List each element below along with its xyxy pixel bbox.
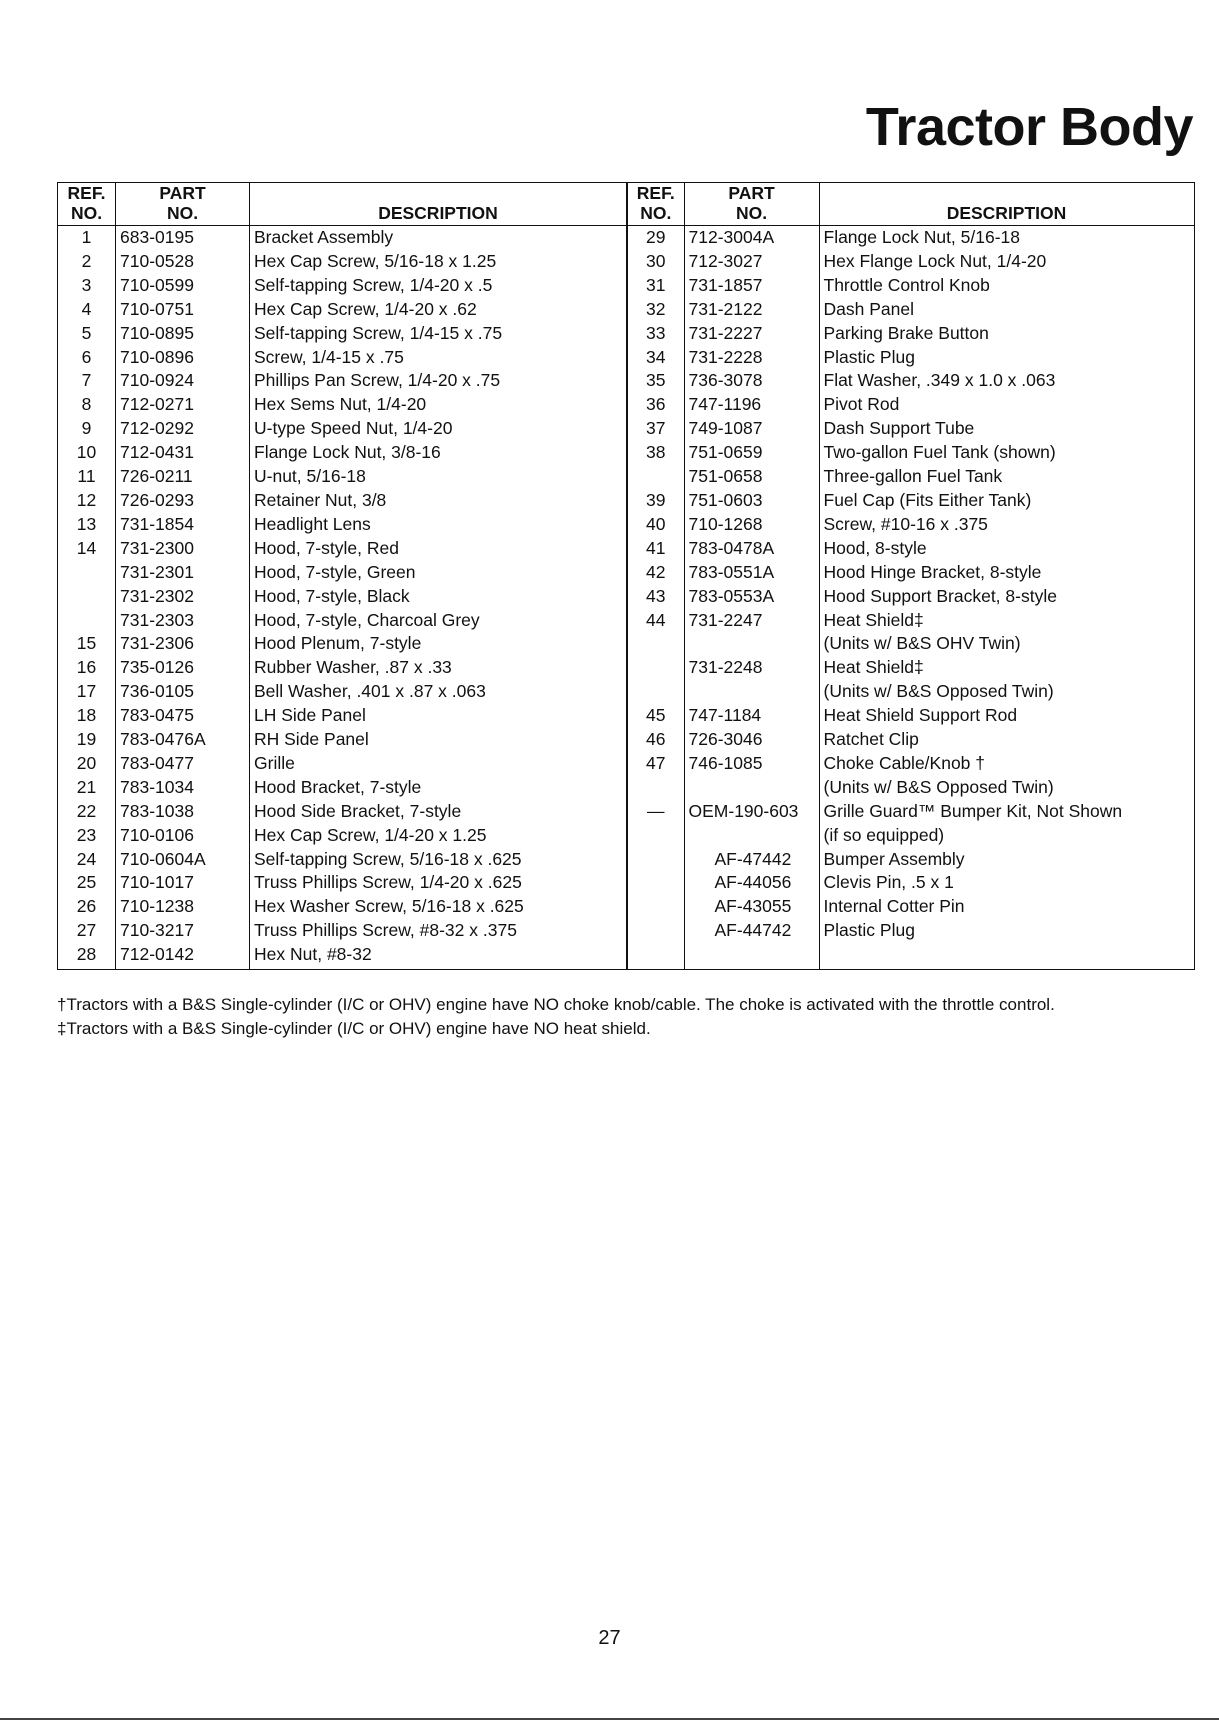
ref-cell: 10 [76, 442, 97, 463]
ref-cell [627, 895, 684, 919]
table-row [627, 346, 1194, 370]
ref-cell: 28 [76, 944, 97, 965]
ref-cell: 34 [646, 346, 666, 367]
part-cell: 731-2306 [116, 632, 250, 656]
table-row [58, 441, 627, 465]
ref-cell: 36 [646, 394, 666, 415]
ref-cell [627, 919, 684, 943]
table-row [627, 824, 1194, 848]
part-cell: 710-1017 [116, 871, 250, 895]
table-row [627, 656, 1194, 680]
table-row [627, 752, 1194, 776]
description-cell: (if so equipped) [819, 824, 1194, 848]
ref-cell: 23 [76, 824, 97, 845]
ref-cell: 46 [646, 729, 666, 750]
table-row [627, 585, 1194, 609]
part-cell: 731-2300 [116, 537, 250, 561]
part-cell: 749-1087 [684, 417, 819, 441]
description-cell: Retainer Nut, 3/8 [250, 489, 627, 513]
ref-cell [627, 632, 684, 656]
ref-cell: 33 [646, 322, 666, 343]
description-header: DESCRIPTION [819, 183, 1194, 226]
part-cell: 731-2248 [684, 656, 819, 680]
ref-cell: 1 [81, 227, 92, 247]
description-cell: Hood, 7-style, Charcoal Grey [250, 609, 627, 633]
description-cell: Phillips Pan Screw, 1/4-20 x .75 [250, 369, 627, 393]
part-cell: 746-1085 [684, 752, 819, 776]
part-cell [684, 680, 819, 704]
ref-no-header: REF. NO. [627, 183, 684, 226]
part-cell: 710-1268 [684, 513, 819, 537]
table-row [627, 704, 1194, 728]
table-row [627, 728, 1194, 752]
table-row [58, 871, 627, 895]
description-cell: Heat Shield Support Rod [819, 704, 1194, 728]
description-cell: Hex Cap Screw, 1/4-20 x 1.25 [250, 824, 627, 848]
table-row [58, 848, 627, 872]
ref-cell: 31 [646, 274, 666, 295]
part-cell: 710-0751 [116, 298, 250, 322]
part-cell: 683-0195 [116, 226, 250, 250]
table-row [58, 465, 627, 489]
description-cell: Hood Plenum, 7-style [250, 632, 627, 656]
description-cell: Hex Nut, #8-32 [250, 943, 627, 969]
table-row [58, 585, 627, 609]
part-cell: 710-1238 [116, 895, 250, 919]
table-row [627, 250, 1194, 274]
table-row [627, 800, 1194, 824]
part-cell: OEM-190-603 [684, 800, 819, 824]
ref-cell: 18 [76, 705, 97, 726]
description-cell: Plastic Plug [819, 919, 1194, 943]
table-row [627, 465, 1194, 489]
part-cell: 710-0924 [116, 369, 250, 393]
ref-cell: 12 [76, 489, 97, 510]
ref-cell: 8 [81, 394, 92, 415]
description-cell: Flange Lock Nut, 5/16-18 [819, 226, 1194, 250]
description-cell: Headlight Lens [250, 513, 627, 537]
description-cell: Truss Phillips Screw, 1/4-20 x .625 [250, 871, 627, 895]
description-cell: Truss Phillips Screw, #8-32 x .375 [250, 919, 627, 943]
table-row [58, 226, 627, 250]
ref-cell: 20 [76, 752, 97, 773]
table-row [627, 298, 1194, 322]
ref-cell: 4 [81, 298, 92, 319]
parts-table-right [626, 182, 1195, 970]
part-cell: 736-0105 [116, 680, 250, 704]
part-cell: 751-0603 [684, 489, 819, 513]
description-cell: Hex Cap Screw, 5/16-18 x 1.25 [250, 250, 627, 274]
part-cell: AF-44056 [684, 871, 819, 895]
part-no-header: PART NO. [116, 183, 250, 226]
part-cell: 712-0431 [116, 441, 250, 465]
description-cell: Bumper Assembly [819, 848, 1194, 872]
description-cell: (Units w/ B&S Opposed Twin) [819, 680, 1194, 704]
part-cell: 726-0293 [116, 489, 250, 513]
ref-cell: 38 [646, 442, 666, 463]
description-cell: Hood Side Bracket, 7-style [250, 800, 627, 824]
ref-cell: 21 [76, 776, 97, 797]
part-cell: 710-0599 [116, 274, 250, 298]
description-cell: Bell Washer, .401 x .87 x .063 [250, 680, 627, 704]
part-cell: 731-2302 [116, 585, 250, 609]
ref-cell: 32 [646, 298, 666, 319]
ref-cell: 42 [646, 561, 666, 582]
ref-cell: 37 [646, 418, 666, 439]
ref-cell [627, 848, 684, 872]
table-row [58, 298, 627, 322]
table-row [58, 656, 627, 680]
table-row [627, 537, 1194, 561]
description-cell: Grille Guard™ Bumper Kit, Not Shown [819, 800, 1194, 824]
description-cell: Screw, 1/4-15 x .75 [250, 346, 627, 370]
table-header-row [627, 183, 1194, 226]
ref-cell: — [647, 800, 665, 821]
ref-cell: 39 [646, 489, 666, 510]
description-cell: Hood, 7-style, Red [250, 537, 627, 561]
table-row [627, 848, 1194, 872]
footnote-double-dagger: ‡Tractors with a B&S Single-cylinder (I/C or OHV) engine have NO heat shield. [57, 1019, 651, 1038]
part-cell [684, 824, 819, 848]
part-cell [684, 943, 819, 969]
page-number: 27 [598, 1627, 621, 1649]
part-cell: 710-0895 [116, 322, 250, 346]
part-cell [684, 776, 819, 800]
table-row [627, 369, 1194, 393]
ref-cell: 7 [81, 370, 92, 391]
ref-cell: 35 [646, 370, 666, 391]
ref-cell: 43 [646, 585, 666, 606]
part-cell: 712-0271 [116, 393, 250, 417]
description-cell: RH Side Panel [250, 728, 627, 752]
ref-no-header: REF. NO. [58, 183, 116, 226]
table-row [58, 369, 627, 393]
description-cell: Clevis Pin, .5 x 1 [819, 871, 1194, 895]
table-row [58, 609, 627, 633]
part-cell: 751-0658 [684, 465, 819, 489]
bottom-divider [0, 1718, 1219, 1720]
description-cell: Hood Bracket, 7-style [250, 776, 627, 800]
part-cell: 731-2301 [116, 561, 250, 585]
ref-cell: 25 [76, 872, 97, 893]
part-cell: AF-47442 [684, 848, 819, 872]
part-cell: 783-1038 [116, 800, 250, 824]
part-cell: 731-1854 [116, 513, 250, 537]
ref-cell: 2 [81, 250, 92, 271]
ref-cell: 24 [76, 848, 97, 869]
ref-cell [627, 680, 684, 704]
part-cell: 712-3004A [684, 226, 819, 250]
ref-cell: 11 [77, 466, 96, 487]
description-cell: Dash Panel [819, 298, 1194, 322]
ref-cell: 47 [646, 752, 666, 773]
page-title: Tractor Body [865, 97, 1193, 157]
table-row [627, 919, 1194, 943]
description-cell: U-type Speed Nut, 1/4-20 [250, 417, 627, 441]
ref-cell: 5 [81, 322, 92, 343]
description-cell: Plastic Plug [819, 346, 1194, 370]
ref-cell: 16 [76, 657, 97, 678]
description-cell: (Units w/ B&S Opposed Twin) [819, 776, 1194, 800]
table-row [58, 561, 627, 585]
part-cell: 783-0551A [684, 561, 819, 585]
ref-cell: 44 [646, 609, 666, 630]
description-cell: Grille [250, 752, 627, 776]
ref-cell: 41 [646, 537, 666, 558]
ref-cell: 40 [646, 513, 666, 534]
description-cell: Self-tapping Screw, 1/4-15 x .75 [250, 322, 627, 346]
ref-cell [627, 824, 684, 848]
table-header-row [58, 183, 627, 226]
part-cell: 726-3046 [684, 728, 819, 752]
part-cell: 731-2122 [684, 298, 819, 322]
description-cell: Hex Sems Nut, 1/4-20 [250, 393, 627, 417]
table-row [627, 513, 1194, 537]
table-row [627, 632, 1194, 656]
description-cell: Self-tapping Screw, 1/4-20 x .5 [250, 274, 627, 298]
description-cell: Self-tapping Screw, 5/16-18 x .625 [250, 848, 627, 872]
description-cell: Flange Lock Nut, 3/8-16 [250, 441, 627, 465]
ref-cell: 17 [76, 681, 97, 702]
table-row [627, 393, 1194, 417]
description-cell: Screw, #10-16 x .375 [819, 513, 1194, 537]
description-cell: Hex Washer Screw, 5/16-18 x .625 [250, 895, 627, 919]
table-row [58, 537, 627, 561]
ref-cell: 3 [81, 274, 92, 295]
table-row [627, 776, 1194, 800]
part-cell: 783-0478A [684, 537, 819, 561]
ref-cell: 45 [646, 705, 666, 726]
description-cell: Three-gallon Fuel Tank [819, 465, 1194, 489]
table-row [58, 393, 627, 417]
description-cell: Fuel Cap (Fits Either Tank) [819, 489, 1194, 513]
description-cell: LH Side Panel [250, 704, 627, 728]
table-row [58, 417, 627, 441]
description-cell: Bracket Assembly [250, 226, 627, 250]
part-cell: 736-3078 [684, 369, 819, 393]
parts-table-left [57, 182, 627, 970]
part-cell: AF-44742 [684, 919, 819, 943]
description-cell: Hood, 8-style [819, 537, 1194, 561]
part-cell: 710-0604A [116, 848, 250, 872]
footnotes [57, 993, 1217, 1041]
ref-cell: 30 [646, 250, 666, 271]
table-row [627, 226, 1194, 250]
part-cell: 783-0553A [684, 585, 819, 609]
part-cell: 751-0659 [684, 441, 819, 465]
table-row [627, 943, 1194, 969]
table-row [627, 609, 1194, 633]
part-cell: 731-2227 [684, 322, 819, 346]
table-row [58, 489, 627, 513]
description-cell: U-nut, 5/16-18 [250, 465, 627, 489]
part-cell: 783-0475 [116, 704, 250, 728]
ref-cell: 26 [76, 896, 97, 917]
ref-cell [627, 943, 684, 969]
table-row [58, 752, 627, 776]
table-row [58, 919, 627, 943]
ref-cell [627, 656, 684, 680]
table-row [58, 632, 627, 656]
table-row [58, 895, 627, 919]
description-cell: Rubber Washer, .87 x .33 [250, 656, 627, 680]
table-row [58, 513, 627, 537]
description-cell: Choke Cable/Knob † [819, 752, 1194, 776]
table-row [58, 728, 627, 752]
part-cell: 712-0292 [116, 417, 250, 441]
table-row [58, 943, 627, 969]
table-row [627, 871, 1194, 895]
table-row [58, 346, 627, 370]
part-cell [684, 632, 819, 656]
description-cell: Throttle Control Knob [819, 274, 1194, 298]
description-cell: Dash Support Tube [819, 417, 1194, 441]
table-row [627, 274, 1194, 298]
table-row [58, 776, 627, 800]
ref-cell [627, 465, 684, 489]
part-cell: 783-0476A [116, 728, 250, 752]
part-cell: 731-2247 [684, 609, 819, 633]
part-cell: AF-43055 [684, 895, 819, 919]
table-row [627, 489, 1194, 513]
description-cell: Hood, 7-style, Green [250, 561, 627, 585]
description-cell: Hood Hinge Bracket, 8-style [819, 561, 1194, 585]
part-cell: 783-0477 [116, 752, 250, 776]
table-row [627, 441, 1194, 465]
part-cell: 747-1196 [684, 393, 819, 417]
ref-cell: 29 [646, 227, 666, 247]
part-cell: 712-3027 [684, 250, 819, 274]
ref-cell [58, 585, 116, 609]
description-cell: (Units w/ B&S OHV Twin) [819, 632, 1194, 656]
part-cell: 747-1184 [684, 704, 819, 728]
ref-cell [58, 561, 116, 585]
ref-cell: 14 [76, 537, 97, 558]
description-cell: Two-gallon Fuel Tank (shown) [819, 441, 1194, 465]
ref-cell: 6 [81, 346, 92, 367]
description-cell: Flat Washer, .349 x 1.0 x .063 [819, 369, 1194, 393]
part-cell: 726-0211 [116, 465, 250, 489]
footnote-dagger: †Tractors with a B&S Single-cylinder (I/C or OHV) engine have NO choke knob/cable. The choke is activated with the throttle control. [57, 995, 1055, 1014]
ref-cell: 9 [81, 418, 92, 439]
ref-cell: 19 [76, 729, 97, 750]
description-cell: Parking Brake Button [819, 322, 1194, 346]
description-cell: Hood, 7-style, Black [250, 585, 627, 609]
table-row [627, 895, 1194, 919]
table-row [627, 561, 1194, 585]
part-cell: 731-2228 [684, 346, 819, 370]
description-cell: Heat Shield‡ [819, 609, 1194, 633]
description-cell: Hood Support Bracket, 8-style [819, 585, 1194, 609]
description-cell: Hex Flange Lock Nut, 1/4-20 [819, 250, 1194, 274]
part-cell: 710-0896 [116, 346, 250, 370]
table-row [58, 704, 627, 728]
description-header: DESCRIPTION [250, 183, 627, 226]
description-cell [819, 943, 1194, 969]
part-cell: 710-0106 [116, 824, 250, 848]
table-row [58, 800, 627, 824]
ref-cell: 27 [76, 920, 97, 941]
part-cell: 710-0528 [116, 250, 250, 274]
ref-cell [58, 609, 116, 633]
part-cell: 731-1857 [684, 274, 819, 298]
table-row [58, 274, 627, 298]
table-row [58, 250, 627, 274]
part-cell: 783-1034 [116, 776, 250, 800]
description-cell: Heat Shield‡ [819, 656, 1194, 680]
description-cell: Pivot Rod [819, 393, 1194, 417]
ref-cell [627, 871, 684, 895]
table-row [58, 824, 627, 848]
description-cell: Internal Cotter Pin [819, 895, 1194, 919]
ref-cell [627, 776, 684, 800]
ref-cell: 22 [76, 800, 97, 821]
table-row [58, 322, 627, 346]
part-no-header: PART NO. [684, 183, 819, 226]
part-cell: 735-0126 [116, 656, 250, 680]
part-cell: 710-3217 [116, 919, 250, 943]
table-row [627, 680, 1194, 704]
ref-cell: 15 [76, 633, 97, 654]
ref-cell: 13 [76, 513, 97, 534]
part-cell: 731-2303 [116, 609, 250, 633]
table-row [58, 680, 627, 704]
table-row [627, 417, 1194, 441]
table-row [627, 322, 1194, 346]
part-cell: 712-0142 [116, 943, 250, 969]
description-cell: Hex Cap Screw, 1/4-20 x .62 [250, 298, 627, 322]
description-cell: Ratchet Clip [819, 728, 1194, 752]
